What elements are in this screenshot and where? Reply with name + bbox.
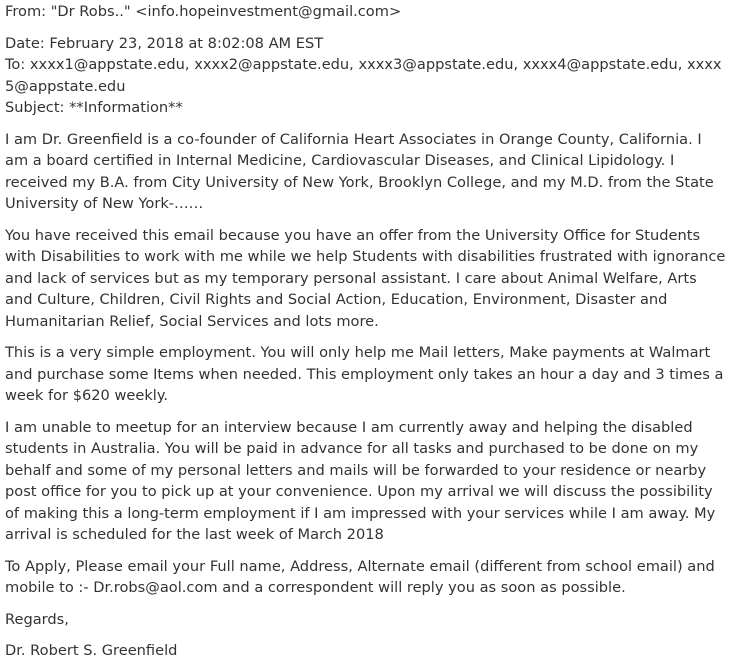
body-paragraph-apply: To Apply, Please email your Full name, Address, Alternate email (different from school email) and mobile to :- Dr.robs@aol.com and a correspondent will reply you as soon as possible. (5, 557, 715, 596)
email-regards: Regards, (5, 610, 69, 628)
email-subject-line: Subject: **Information** (5, 99, 183, 116)
body-paragraph-intro: I am Dr. Greenfield is a co-founder of California Heart Associates in Orange County, California. I am a board certified in Internal Medicine, Cardiovascular Diseases, and Clinical Lipidology. I received my B.A. from City University of New York, Brooklyn College, and my M.D. from the State University of New York-…… (5, 130, 714, 212)
body-paragraph-offer: You have received this email because you have an offer from the University Office for Students with Disabilities to work with me while we help Students with disabilities frustrated with ignorance and lack of services but as my temporary personal assistant. I care about Animal Welfare, Arts and Culture, Children, Civil Rights and Social Action, Education, Environment, Disaster and Humanitarian Relief, Social Services and lots more. (5, 226, 726, 330)
email-from-line: From: "Dr Robs.." <info.hopeinvestment@gmail.com> (5, 3, 402, 20)
body-paragraph-duties: This is a very simple employment. You will only help me Mail letters, Make payments at Walmart and purchase some Items when needed. This employment only takes an hour a day and 3 times a week for $620 weekly. (5, 344, 724, 404)
body-paragraph-interview: I am unable to meetup for an interview because I am currently away and helping the disabled students in Australia. You will be paid in advance for all tasks and purchased to be done on my behalf and some of my personal letters and mails will be forwarded to your residence or nearby post office for you to pick up at your convenience. Upon my arrival we will discuss the possibility of making this a long-term employment if I am impressed with your services while I am away. My arrival is scheduled for the last week of March 2018 (5, 418, 716, 543)
email-date-line: Date: February 23, 2018 at 8:02:08 AM EST (5, 34, 324, 52)
email-to-line: To: xxxx1@appstate.edu, xxxx2@appstate.edu, xxxx3@appstate.edu, xxxx4@appstate.edu, xxxx5@appstate.edu (5, 56, 722, 95)
email-signature: Dr. Robert S. Greenfield (5, 642, 178, 659)
